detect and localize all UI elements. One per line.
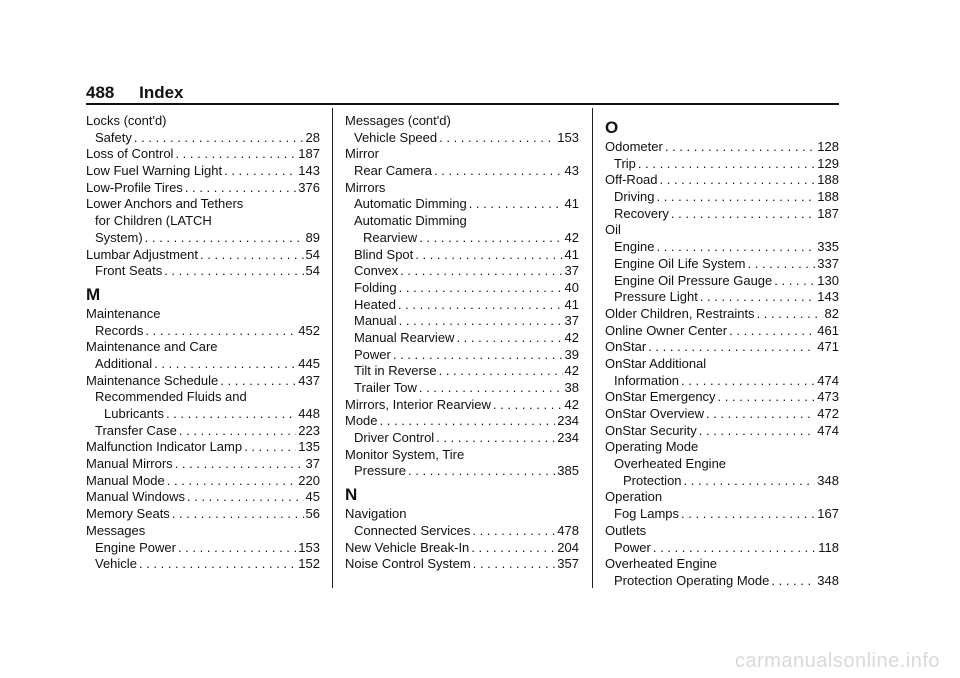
index-subentry (345, 130, 579, 147)
index-entry (86, 306, 320, 323)
dot-leader (398, 297, 563, 314)
dot-leader (648, 339, 815, 356)
index-entry (86, 247, 320, 264)
dot-leader (172, 506, 304, 523)
index-entry (345, 540, 579, 557)
entry-term: Monitor System, Tire (345, 446, 465, 462)
page-ref: 42 (564, 329, 579, 345)
page-ref: 187 (298, 146, 320, 162)
entry-term: Lubricants (104, 406, 164, 421)
index-entry (605, 139, 839, 156)
index-subentry (605, 273, 839, 290)
page-ref: 40 (564, 279, 579, 295)
index-subentry (345, 380, 579, 397)
entry-term: Manual (354, 313, 397, 329)
entry-term: Lumbar Adjustment (86, 246, 199, 262)
entry-term: Trailer Tow (354, 380, 417, 395)
dot-leader (656, 189, 815, 206)
dot-leader (134, 130, 304, 147)
page-ref: 448 (298, 406, 320, 421)
index-subentry (605, 289, 839, 306)
page-ref: 348 (817, 572, 839, 588)
dot-leader (187, 489, 304, 506)
page-ref: 204 (557, 539, 579, 555)
index-entry (86, 339, 320, 356)
entry-term: Mirror (345, 146, 379, 162)
index-entry (86, 489, 320, 506)
index-column-1 (86, 113, 320, 573)
dot-leader (145, 230, 304, 247)
index-subentry (345, 263, 579, 280)
index-subentry (86, 130, 320, 147)
entry-term: Rear Camera (354, 163, 433, 179)
entry-term: Engine (614, 239, 655, 255)
dot-leader (167, 473, 297, 490)
index-subentry (86, 323, 320, 340)
entry-term: Heated (354, 296, 396, 312)
entry-term: Front Seats (95, 263, 163, 279)
dot-leader (408, 463, 555, 480)
index-entry (345, 146, 579, 163)
page-ref: 223 (298, 422, 320, 438)
page-ref: 41 (564, 196, 579, 212)
index-entry (605, 222, 839, 239)
dot-leader (419, 230, 562, 247)
dot-leader (493, 397, 563, 414)
entry-term: New Vehicle Break-In (345, 539, 470, 555)
dot-leader (684, 473, 816, 490)
index-subentry (345, 297, 579, 314)
index-subentry (345, 523, 579, 540)
index-entry (86, 180, 320, 197)
entry-term: Operating Mode (605, 439, 699, 455)
entry-term: Maintenance (86, 305, 161, 321)
index-entry (605, 306, 839, 323)
entry-term: Manual Mirrors (86, 456, 173, 472)
dot-leader (419, 380, 563, 397)
dot-leader (718, 389, 816, 406)
entry-term: Automatic Dimming (354, 213, 467, 229)
page-ref: 82 (824, 305, 839, 321)
page-ref: 129 (817, 155, 839, 171)
section-letter: M (86, 284, 101, 304)
dot-leader (473, 556, 556, 573)
dot-leader (757, 306, 823, 323)
index-column-2 (345, 113, 579, 573)
section-letter: O (605, 118, 619, 137)
entry-term: Mirrors, Interior Rearview (345, 396, 491, 412)
dot-leader (471, 540, 555, 557)
entry-term: Odometer (605, 139, 663, 154)
index-subentry (86, 406, 320, 423)
index-entry (345, 180, 579, 197)
page-ref: 385 (557, 463, 579, 479)
index-entry (345, 397, 579, 414)
page-ref: 42 (564, 396, 579, 412)
index-subentry (86, 230, 320, 247)
entry-term: Convex (354, 263, 399, 279)
index-entry (86, 146, 320, 163)
page-ref: 474 (817, 422, 839, 438)
page-ref: 89 (305, 229, 320, 245)
page-title: Index (139, 83, 184, 102)
entry-term: Power (614, 539, 651, 555)
entry-term: Malfunction Indicator Lamp (86, 439, 243, 455)
entry-term: Memory Seats (86, 506, 170, 522)
dot-leader (434, 163, 563, 180)
index-subentry (86, 263, 320, 280)
page-ref: 152 (298, 556, 320, 572)
page-ref: 42 (564, 229, 579, 245)
entry-term: OnStar Additional (605, 355, 707, 371)
entry-term: Overheated Engine (614, 456, 727, 472)
dot-leader (456, 330, 562, 347)
dot-leader (415, 247, 562, 264)
index-entry (86, 113, 320, 130)
index-entry (605, 423, 839, 440)
page-ref: 471 (817, 339, 839, 355)
dot-leader (185, 180, 296, 197)
dot-leader (145, 323, 296, 340)
dot-leader (175, 456, 304, 473)
entry-term: Lower Anchors and Tethers (86, 196, 244, 212)
page-ref: 38 (564, 380, 579, 395)
index-entry (605, 523, 839, 540)
page-ref: 234 (557, 413, 579, 429)
index-subentry (86, 556, 320, 573)
index-subentry (605, 239, 839, 256)
entry-term: for Children (LATCH (95, 213, 212, 229)
page-ref: 45 (305, 489, 320, 505)
page-ref: 143 (298, 163, 320, 179)
page-ref: 130 (817, 272, 839, 288)
page-ref: 335 (817, 239, 839, 255)
index-subentry (605, 373, 839, 390)
page-ref: 56 (305, 506, 320, 522)
dot-leader (399, 313, 563, 330)
page-ref: 357 (557, 556, 579, 572)
index-subentry (605, 456, 839, 473)
entry-term: Loss of Control (86, 146, 174, 162)
dot-leader (700, 289, 815, 306)
dot-leader (224, 163, 296, 180)
page-ref: 167 (817, 506, 839, 522)
entry-term: OnStar Emergency (605, 389, 716, 405)
index-subentry (345, 230, 579, 247)
index-entry (605, 323, 839, 340)
entry-term: Overheated Engine (605, 556, 718, 572)
entry-term: Low-Profile Tires (86, 179, 183, 195)
page-ref: 39 (564, 346, 579, 362)
entry-term: Off-Road (605, 172, 658, 188)
entry-term: Protection (623, 472, 682, 488)
index-subentry (345, 163, 579, 180)
index-subentry (345, 196, 579, 213)
entry-term: Recommended Fluids and (95, 389, 247, 405)
dot-leader (671, 206, 815, 223)
entry-term: Power (354, 346, 391, 362)
index-entry (86, 456, 320, 473)
dot-leader (774, 273, 815, 290)
index-subentry (86, 423, 320, 440)
dot-leader (660, 172, 816, 189)
index-entry (605, 339, 839, 356)
index-entry (86, 506, 320, 523)
index-subentry (345, 463, 579, 480)
dot-leader (706, 406, 815, 423)
index-entry (345, 413, 579, 430)
index-subentry (345, 213, 579, 230)
index-subentry (605, 156, 839, 173)
page-ref: 153 (557, 129, 579, 145)
index-subentry (605, 506, 839, 523)
dot-leader (681, 506, 815, 523)
index-subentry (605, 573, 839, 590)
entry-term: Manual Mode (86, 472, 165, 488)
page-ref: 54 (305, 263, 320, 279)
index-subentry (605, 256, 839, 273)
entry-term: Recovery (614, 205, 669, 221)
index-subentry (345, 363, 579, 380)
page-ref: 41 (564, 246, 579, 262)
dot-leader (139, 556, 296, 573)
entry-term: Vehicle (95, 556, 137, 572)
index-subentry (345, 247, 579, 264)
entry-term: Maintenance and Care (86, 339, 218, 355)
index-entry (345, 506, 579, 523)
entry-term: Maintenance Schedule (86, 372, 219, 388)
page-ref: 234 (557, 430, 579, 446)
index-subentry (86, 213, 320, 230)
dot-leader (439, 363, 563, 380)
page-ref: 153 (298, 539, 320, 555)
dot-leader (244, 439, 296, 456)
dot-leader (220, 373, 296, 390)
page-ref: 118 (818, 539, 839, 555)
page-ref: 461 (817, 322, 839, 338)
entry-term: Operation (605, 489, 663, 505)
entry-term: Pressure (354, 463, 407, 479)
dot-leader (164, 263, 303, 280)
index-column-3 (605, 113, 839, 590)
column-divider (592, 108, 593, 588)
entry-term: Additional (95, 355, 153, 371)
dot-leader (393, 347, 563, 364)
entry-term: Manual Rearview (354, 329, 455, 345)
dot-leader (178, 540, 296, 557)
entry-term: Pressure Light (614, 289, 698, 305)
page-ref: 37 (305, 456, 320, 472)
page-ref: 188 (817, 172, 839, 188)
dot-leader (436, 430, 555, 447)
entry-term: Older Children, Restraints (605, 305, 755, 321)
entry-term: Protection Operating Mode (614, 572, 770, 588)
index-entry (605, 556, 839, 573)
entry-term: Records (95, 322, 144, 338)
entry-term: Mode (345, 413, 378, 429)
index-subentry (605, 189, 839, 206)
page-ref: 348 (817, 472, 839, 488)
index-entry (605, 389, 839, 406)
entry-term: Engine Power (95, 539, 176, 555)
entry-term: Engine Oil Life System (614, 255, 746, 271)
entry-term: Blind Spot (354, 246, 414, 262)
entry-term: System) (95, 229, 143, 245)
index-entry (605, 406, 839, 423)
dot-leader (771, 573, 815, 590)
entry-term: Messages (86, 522, 146, 538)
dot-leader (154, 356, 296, 373)
entry-term: Safety (95, 129, 132, 145)
entry-term: Trip (614, 155, 636, 171)
page-ref: 337 (817, 255, 839, 271)
page-ref: 187 (817, 205, 839, 221)
page-ref: 188 (817, 189, 839, 205)
page-ref: 376 (298, 179, 320, 195)
page-ref: 135 (298, 439, 320, 455)
page-number: 488 (86, 83, 115, 102)
page-ref: 143 (817, 289, 839, 305)
page-header (86, 83, 184, 103)
entry-term: Vehicle Speed (354, 129, 438, 145)
index-entry (605, 439, 839, 456)
dot-leader (681, 373, 815, 390)
index-subentry (605, 206, 839, 223)
index-entry (86, 523, 320, 540)
index-subentry (345, 347, 579, 364)
dot-leader (175, 146, 296, 163)
dot-leader (399, 280, 563, 297)
entry-term: Noise Control System (345, 556, 471, 572)
index-subentry (345, 313, 579, 330)
index-entry (605, 356, 839, 373)
page-ref: 472 (817, 406, 839, 421)
dot-leader (656, 239, 815, 256)
dot-leader (472, 523, 555, 540)
entry-term: Transfer Case (95, 422, 177, 438)
index-entry (345, 113, 579, 130)
entry-term: OnStar (605, 339, 647, 355)
page-ref: 28 (305, 129, 320, 145)
page-ref: 42 (564, 363, 579, 379)
watermark: carmanualsonline.info (734, 650, 940, 672)
page-ref: 474 (817, 372, 839, 388)
dot-leader (665, 139, 815, 156)
entry-term: Driver Control (354, 430, 435, 446)
index-subentry (345, 330, 579, 347)
index-entry (345, 447, 579, 464)
dot-leader (380, 413, 556, 430)
page-ref: 54 (305, 246, 320, 262)
entry-term: Tilt in Reverse (354, 363, 437, 379)
index-subentry (86, 356, 320, 373)
entry-term: Manual Windows (86, 489, 185, 505)
entry-term: OnStar Security (605, 422, 697, 438)
index-entry (345, 556, 579, 573)
dot-leader (638, 156, 815, 173)
index-entry (86, 163, 320, 180)
page-ref: 437 (298, 372, 320, 388)
page-ref: 43 (564, 163, 579, 179)
entry-term: Oil (605, 222, 621, 238)
dot-leader (439, 130, 555, 147)
dot-leader (748, 256, 816, 273)
dot-leader (179, 423, 296, 440)
page-ref: 37 (564, 313, 579, 329)
entry-term: Online Owner Center (605, 322, 728, 338)
entry-term: Driving (614, 189, 655, 205)
entry-term: Automatic Dimming (354, 196, 467, 212)
entry-term: Engine Oil Pressure Gauge (614, 272, 773, 288)
dot-leader (729, 323, 815, 340)
index-subentry (345, 280, 579, 297)
dot-leader (166, 406, 296, 423)
section-letter: N (345, 485, 358, 505)
index-subentry (345, 430, 579, 447)
index-subentry (86, 389, 320, 406)
index-subentry (605, 540, 839, 557)
dot-leader (653, 540, 816, 557)
entry-term: Mirrors (345, 179, 386, 195)
index-entry (86, 373, 320, 390)
index-subentry (86, 540, 320, 557)
entry-term: Folding (354, 279, 397, 295)
index-entry (605, 489, 839, 506)
entry-term: Fog Lamps (614, 506, 680, 522)
page-ref: 452 (298, 322, 320, 338)
dot-leader (699, 423, 816, 440)
page-ref: 220 (298, 472, 320, 488)
entry-term: Locks (cont'd) (86, 113, 167, 128)
entry-term: Connected Services (354, 522, 471, 538)
page-ref: 445 (298, 355, 320, 371)
index-subentry (605, 473, 839, 490)
page-ref: 128 (817, 139, 839, 154)
entry-term: Low Fuel Warning Light (86, 163, 223, 179)
entry-term: OnStar Overview (605, 406, 704, 421)
page-ref: 478 (557, 522, 579, 538)
entry-term: Navigation (345, 506, 407, 522)
entry-term: Rearview (363, 229, 418, 245)
dot-leader (469, 196, 563, 213)
page-ref: 473 (817, 389, 839, 405)
dot-leader (400, 263, 562, 280)
index-entry (86, 196, 320, 213)
dot-leader (200, 247, 304, 264)
entry-term: Outlets (605, 522, 647, 538)
page-ref: 37 (564, 263, 579, 279)
index-entry (605, 172, 839, 189)
index-entry (86, 473, 320, 490)
index-entry (86, 439, 320, 456)
column-divider (332, 108, 333, 588)
entry-term: Messages (cont'd) (345, 113, 451, 128)
header-rule (86, 103, 839, 105)
entry-term: Information (614, 372, 680, 388)
page-ref: 41 (564, 296, 579, 312)
